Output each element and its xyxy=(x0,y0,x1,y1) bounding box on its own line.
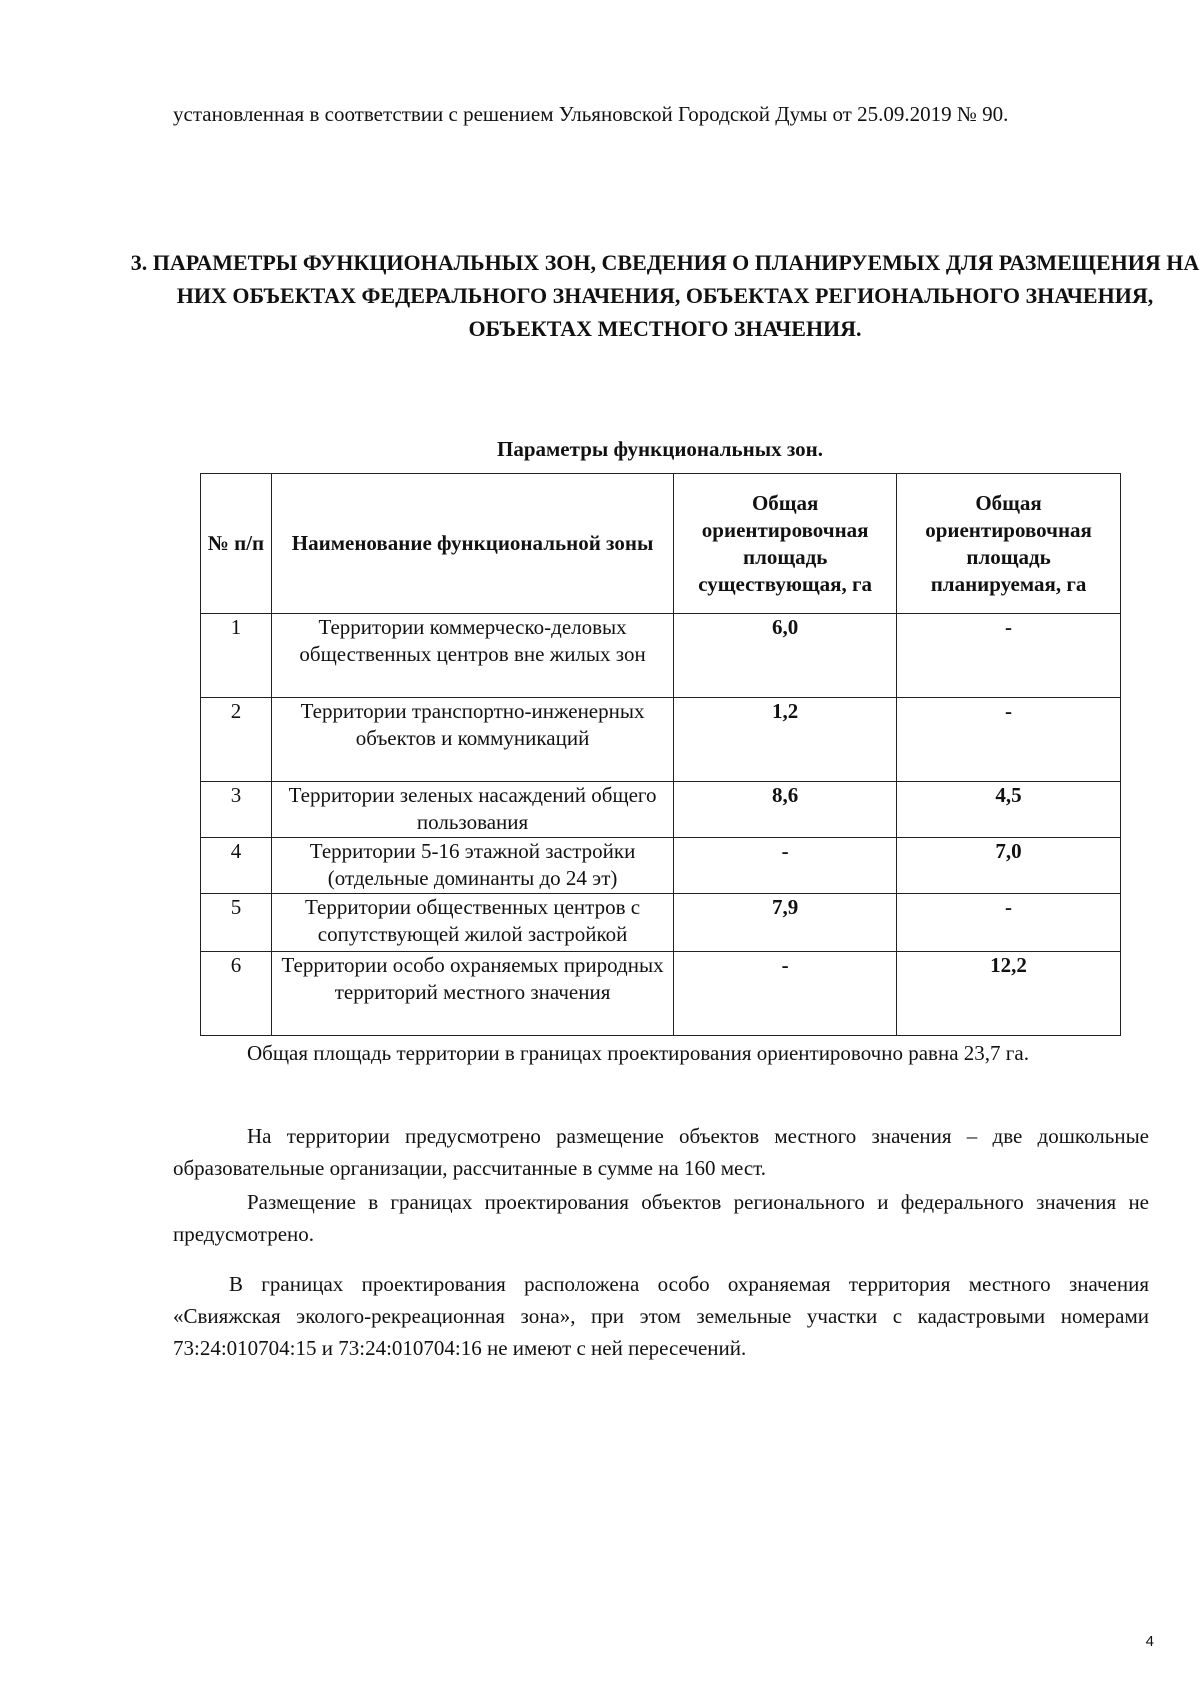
row-zone-name: Территории 5-16 этажной застройки (отдельные доминанты до 24 эт) xyxy=(271,838,673,894)
row-existing-area: 6,0 xyxy=(674,614,897,698)
row-planned-area: - xyxy=(897,894,1121,952)
table-caption: Параметры функциональных зон. xyxy=(496,437,824,461)
intro-paragraph: установленная в соответствии с решением Ульяновской Городской Думы от 25.09.2019 № 90. xyxy=(173,102,1009,126)
row-number: 5 xyxy=(201,894,272,952)
row-zone-name: Территории зеленых насаждений общего пользования xyxy=(271,782,673,838)
row-planned-area: 12,2 xyxy=(897,952,1121,1036)
row-existing-area: 8,6 xyxy=(674,782,897,838)
row-zone-name: Территории особо охраняемых природных территорий местного значения xyxy=(271,952,673,1036)
page-number: 4 xyxy=(1145,1633,1154,1650)
row-zone-name: Территории транспортно-инженерных объектов и коммуникаций xyxy=(271,698,673,782)
local-objects-paragraph: На территории предусмотрено размещение объектов местного значения – две дошкольные образовательные организации, рассчитанные в сумме на 160 мест. xyxy=(173,1124,1149,1180)
row-planned-area: 7,0 xyxy=(897,838,1121,894)
row-number: 6 xyxy=(201,952,272,1036)
row-planned-area: - xyxy=(897,614,1121,698)
row-planned-area: - xyxy=(897,698,1121,782)
header-zone-name: Наименование функциональной зоны xyxy=(271,474,673,614)
table-row xyxy=(201,952,1121,1036)
row-planned-area: 4,5 xyxy=(897,782,1121,838)
row-existing-area: - xyxy=(674,952,897,1036)
table-row xyxy=(201,698,1121,782)
row-existing-area: 1,2 xyxy=(674,698,897,782)
table-row xyxy=(201,838,1121,894)
row-number: 4 xyxy=(201,838,272,894)
total-area-paragraph: Общая площадь территории в границах проектирования ориентировочно равна 23,7 га. xyxy=(247,1041,1029,1065)
row-existing-area: 7,9 xyxy=(674,894,897,952)
header-existing-area: Общая ориентировочная площадь существующая, га xyxy=(674,474,897,614)
regional-objects-paragraph: Размещение в границах проектирования объектов регионального и федерального значения не предусмотрено. xyxy=(173,1190,1149,1246)
header-planned-area: Общая ориентировочная площадь планируемая, га xyxy=(897,474,1121,614)
protected-area-paragraph: В границах проектирования расположена особо охраняемая территория местного значения «Свияжская эколого-рекреационная зона», при этом земельные участки с кадастровыми номерами 73:24:010704:15 и 73:24:010704:16 не имеют с ней пересечений. xyxy=(173,1272,1149,1360)
row-number: 3 xyxy=(201,782,272,838)
table-row xyxy=(201,894,1121,952)
row-number: 2 xyxy=(201,698,272,782)
header-number: № п/п xyxy=(201,474,272,614)
zones-table xyxy=(200,473,1121,1036)
row-zone-name: Территории общественных центров с сопутствующей жилой застройкой xyxy=(271,894,673,952)
table-row xyxy=(201,614,1121,698)
row-number: 1 xyxy=(201,614,272,698)
table-row xyxy=(201,782,1121,838)
table-header-row xyxy=(201,474,1121,614)
row-existing-area: - xyxy=(674,838,897,894)
section-heading: 3. ПАРАМЕТРЫ ФУНКЦИОНАЛЬНЫХ ЗОН, СВЕДЕНИЯ О ПЛАНИРУЕМЫХ ДЛЯ РАЗМЕЩЕНИЯ НА НИХ ОБЪЕКТАХ ФЕДЕРАЛЬНОГО ЗНАЧЕНИЯ, ОБЪЕКТАХ РЕГИОНАЛЬНОГО ЗНАЧЕНИЯ, ОБЪЕКТАХ МЕСТНОГО ЗНАЧЕНИЯ. xyxy=(130,250,1200,341)
row-zone-name: Территории коммерческо-деловых общественных центров вне жилых зон xyxy=(271,614,673,698)
